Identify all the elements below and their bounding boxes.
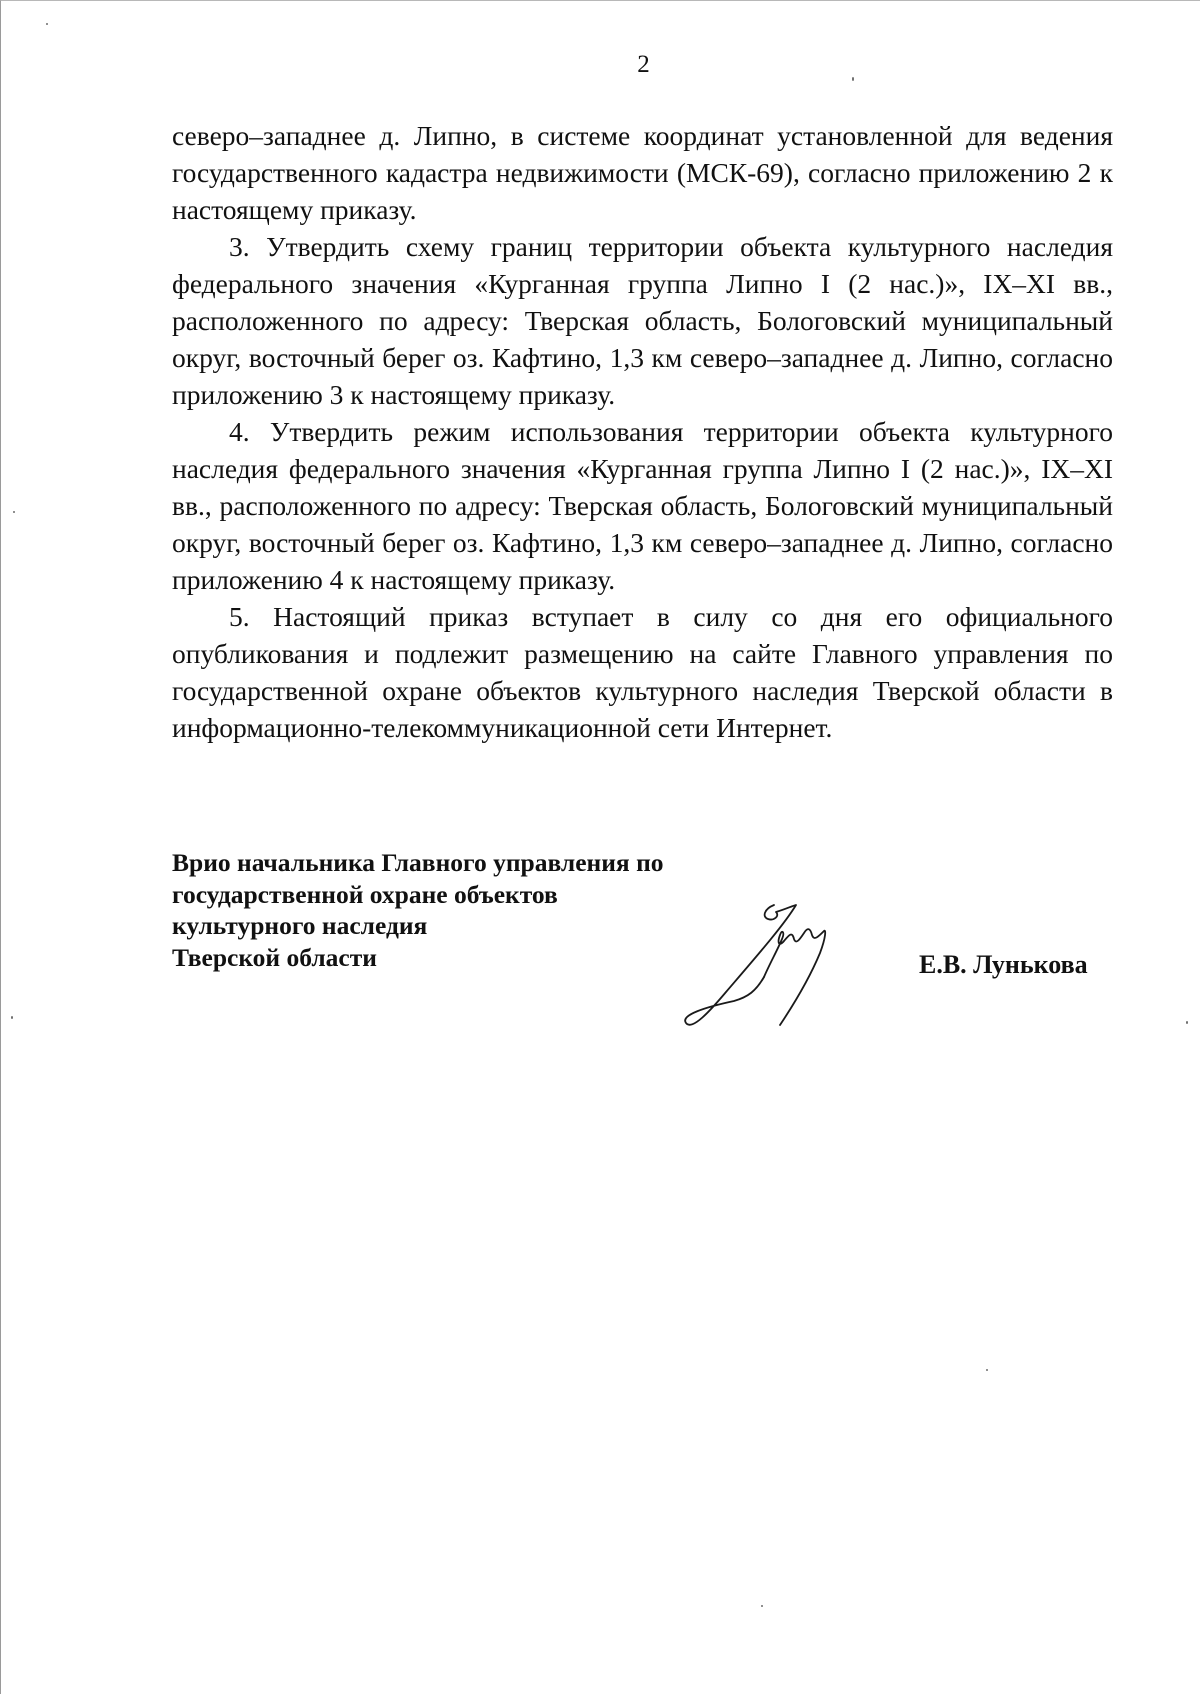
scan-speck	[761, 1605, 763, 1607]
scan-speck	[13, 511, 15, 513]
page-number: 2	[637, 51, 650, 78]
scan-speck	[46, 23, 48, 25]
handwritten-signature	[676, 897, 856, 1037]
scan-speck	[986, 1369, 988, 1371]
scan-speck	[852, 77, 854, 81]
signatory-position	[172, 847, 732, 973]
scan-speck	[11, 1016, 13, 1019]
paragraph-continuation: северо–западнее д. Липно, в системе координат установленной для ведения государственного кадастра недвижимости (МСК-69), согласно приложению 2 к настоящему приказу.	[172, 120, 1113, 225]
paragraph-item-5: 5. Настоящий приказ вступает в силу со дня его официального опубликования и подлежит размещению на сайте Главного управления по государственной охране объектов культурного наследия Тверской области в информационно-телекоммуникационной сети Интернет.	[172, 601, 1113, 743]
signatory-name: Е.В. Лунькова	[919, 950, 1088, 979]
document-body	[172, 117, 1113, 746]
signatory-position-line: государственной охране объектов	[172, 879, 558, 909]
signatory-position-line: Тверской области	[172, 942, 377, 972]
paragraph-item-3: 3. Утвердить схему границ территории объекта культурного наследия федерального значения «Курганная группа Липно I (2 нас.)», IX–XI вв., расположенного по адресу: Тверская область, Бологовский муниципальный округ, восточный берег оз. Кафтино, 1,3 км северо–западнее д. Липно, согласно приложению 3 к настоящему приказу.	[172, 231, 1113, 410]
signatory-position-line: Врио начальника Главного управления по	[172, 848, 664, 877]
signatory-position-line: культурного наследия	[172, 911, 428, 940]
scan-speck	[1186, 1021, 1188, 1024]
paragraph-item-4: 4. Утвердить режим использования территории объекта культурного наследия федерального значения «Курганная группа Липно I (2 нас.)», IX–XI вв., расположенного по адресу: Тверская область, Бологовский муниципальный округ, восточный берег оз. Кафтино, 1,3 км северо–западнее д. Липно, согласно приложению 4 к настоящему приказу.	[172, 416, 1113, 595]
